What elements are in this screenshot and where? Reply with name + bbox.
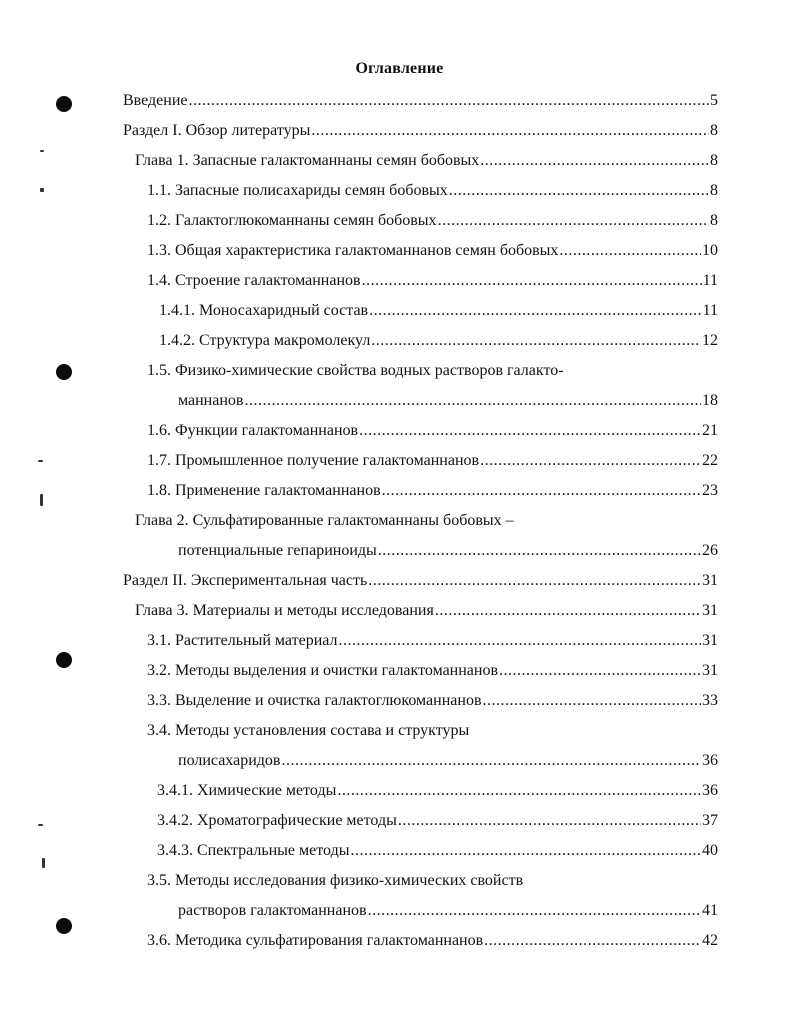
toc-entry	[147, 448, 718, 474]
toc-entry	[147, 628, 718, 654]
toc-entry-text: 3.4.1. Химические методы	[157, 782, 337, 799]
toc-entry-text: Глава 3. Материалы и методы исследования	[135, 602, 434, 619]
toc-entry-text: 1.8. Применение галактоманнанов	[147, 482, 381, 499]
dot-leader	[382, 478, 701, 504]
toc-entry-page: 21	[702, 422, 718, 439]
toc-entry	[147, 868, 718, 894]
toc-entry-text: потенциальные гепариноиды	[178, 542, 377, 559]
scan-speck	[40, 188, 44, 192]
toc-entry-text: 1.6. Функции галактоманнанов	[147, 422, 359, 439]
dot-leader	[483, 688, 702, 714]
toc-entry-text: 1.7. Промышленное получение галактоманнанов	[147, 452, 480, 469]
binder-hole-4	[56, 918, 72, 934]
toc-entry-page: 22	[702, 452, 718, 469]
binder-hole-1	[56, 96, 72, 112]
dot-leader	[378, 538, 701, 564]
toc-entry-text: Раздел II. Экспериментальная часть	[123, 572, 368, 589]
scan-speck	[38, 460, 43, 462]
toc-entry	[157, 838, 718, 864]
toc-entry-page: 40	[702, 842, 718, 859]
toc-entry	[178, 538, 718, 564]
toc-entry	[147, 268, 718, 294]
toc-entry-text: 3.4. Методы установления состава и структуры	[147, 722, 470, 739]
toc-entry-page: 11	[702, 272, 718, 289]
toc-entry-page: 23	[702, 482, 718, 499]
toc-entry-page: 8	[710, 212, 718, 229]
toc-entry	[147, 658, 718, 684]
dot-leader	[339, 628, 702, 654]
toc-entry	[178, 898, 718, 924]
toc-entry-page: 36	[702, 782, 718, 799]
dot-leader	[499, 658, 701, 684]
toc-entry	[157, 778, 718, 804]
toc-entry	[147, 478, 718, 504]
scan-speck	[40, 494, 43, 506]
toc-entry-text: 3.4.2. Хроматографические методы	[157, 812, 397, 829]
toc-entry-text: 3.2. Методы выделения и очистки галактоманнанов	[147, 662, 499, 679]
toc-entry-text: Раздел I. Обзор литературы	[123, 122, 311, 139]
binder-hole-3	[56, 652, 72, 668]
toc-entry-text: 3.4.3. Спектральные методы	[157, 842, 350, 859]
toc-entry-page: 33	[702, 692, 718, 709]
toc-entry-page: 8	[710, 122, 718, 139]
dot-leader	[435, 598, 701, 624]
toc-entry	[157, 808, 718, 834]
toc-entry	[147, 208, 718, 234]
toc-entry-page: 31	[702, 662, 718, 679]
toc-entry-text: 1.2. Галактоглюкоманнаны семян бобовых	[147, 212, 437, 229]
toc-entry	[147, 928, 718, 954]
toc-entry-page: 36	[702, 752, 718, 769]
toc-entry-text: 1.5. Физико-химические свойства водных растворов галакто-	[147, 362, 564, 379]
toc-entry-text: 3.1. Растительный материал	[147, 632, 338, 649]
toc-entry	[123, 568, 718, 594]
dot-leader	[244, 388, 701, 414]
toc-entry	[147, 718, 718, 744]
page-title: Оглавление	[355, 60, 444, 77]
scan-speck	[40, 150, 44, 152]
toc-entry	[135, 598, 718, 624]
dot-leader	[449, 178, 709, 204]
dot-leader	[368, 568, 701, 594]
toc-entry-text: растворов галактоманнанов	[178, 902, 367, 919]
toc-entry-page: 37	[702, 812, 718, 829]
dot-leader	[359, 418, 701, 444]
toc-entry-page: 26	[702, 542, 718, 559]
dot-leader	[350, 838, 701, 864]
scan-speck	[42, 858, 45, 868]
toc-entry	[178, 748, 718, 774]
toc-entry	[147, 358, 718, 384]
dot-leader	[369, 298, 701, 324]
toc-entry-text: Глава 1. Запасные галактоманнаны семян бобовых	[135, 152, 480, 169]
dot-leader	[311, 118, 709, 144]
dot-leader	[484, 928, 701, 954]
toc-entry-page: 42	[702, 932, 718, 949]
toc-entry-page: 31	[702, 602, 718, 619]
toc-entry-page: 10	[702, 242, 718, 259]
toc-entry	[147, 238, 718, 264]
dot-leader	[362, 268, 702, 294]
toc-entry-text: 1.4.2. Структура макромолекул	[159, 332, 371, 349]
toc-entry	[147, 418, 718, 444]
toc-entry-text: 3.6. Методика сульфатирования галактоманнанов	[147, 932, 484, 949]
toc-entry-page: 5	[710, 92, 718, 109]
toc-entry-page: 18	[702, 392, 718, 409]
dot-leader	[371, 328, 701, 354]
toc-entry	[135, 148, 718, 174]
toc-entry	[178, 388, 718, 414]
scan-speck	[38, 824, 43, 826]
toc-entry-page: 11	[702, 302, 718, 319]
dot-leader	[559, 238, 701, 264]
dot-leader	[368, 898, 701, 924]
toc-entry-text: 1.4.1. Моносахаридный состав	[159, 302, 369, 319]
dot-leader	[438, 208, 709, 234]
toc-entry-page: 8	[710, 182, 718, 199]
dot-leader	[337, 778, 701, 804]
toc-entry-text: Глава 2. Сульфатированные галактоманнаны бобовых –	[135, 512, 514, 529]
toc-entry-page: 31	[702, 572, 718, 589]
toc-entry	[159, 328, 718, 354]
toc-entry	[135, 508, 718, 534]
toc-entry	[123, 88, 718, 114]
toc-entry-page: 41	[702, 902, 718, 919]
dot-leader	[480, 448, 701, 474]
toc-entry-text: 1.3. Общая характеристика галактоманнанов семян бобовых	[147, 242, 559, 259]
toc-entry	[147, 178, 718, 204]
toc-entry-text: 1.4. Строение галактоманнанов	[147, 272, 361, 289]
toc-entry	[123, 118, 718, 144]
dot-leader	[480, 148, 709, 174]
toc-entry-text: маннанов	[178, 392, 244, 409]
toc-entry-text: полисахаридов	[178, 752, 281, 769]
toc-entry-page: 31	[702, 632, 718, 649]
toc-entry-text: 1.1. Запасные полисахариды семян бобовых	[147, 182, 448, 199]
toc-entry-text: Введение	[123, 92, 188, 109]
toc-entry-text: 3.5. Методы исследования физико-химических свойств	[147, 872, 524, 889]
toc-entry-text: 3.3. Выделение и очистка галактоглюкоманнанов	[147, 692, 482, 709]
binder-hole-2	[56, 364, 72, 380]
dot-leader	[189, 88, 710, 114]
toc-entry-page: 12	[702, 332, 718, 349]
dot-leader	[398, 808, 701, 834]
toc-entry-page: 8	[710, 152, 718, 169]
toc-entry	[159, 298, 718, 324]
dot-leader	[281, 748, 701, 774]
toc-entry	[147, 688, 718, 714]
